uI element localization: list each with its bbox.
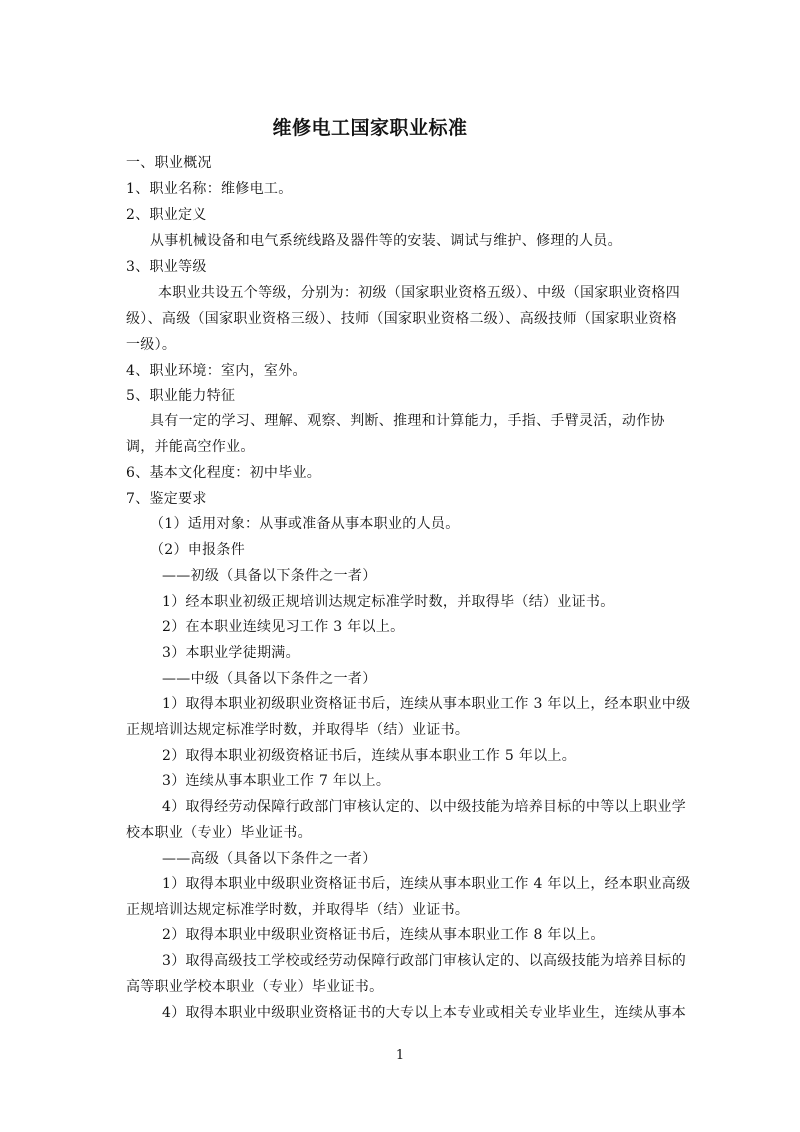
text-line: 一级）。 <box>126 337 177 353</box>
text-line: 1）取得本职业中级职业资格证书后，连续从事本职业工作 4 年以上，经本职业高级 <box>162 876 691 892</box>
text-line: 3）取得高级技工学校或经劳动保障行政部门审核认定的、以高级技能为培养目标的 <box>162 953 687 969</box>
text-line: 3）连续从事本职业工作 7 年以上。 <box>162 773 391 789</box>
page-number: 1 <box>395 1048 405 1063</box>
text-line: 3、职业等级 <box>126 259 207 275</box>
text-line: 高等职业学校本职业（专业）毕业证书。 <box>126 979 384 995</box>
text-line: 3）本职业学徒期满。 <box>162 645 300 661</box>
text-line: 1）经本职业初级正规培训达规定标准学时数，并取得毕（结）业证书。 <box>162 594 615 610</box>
text-line: 正规培训达规定标准学时数，并取得毕（结）业证书。 <box>126 722 470 738</box>
text-line: 6、基本文化程度：初中毕业。 <box>126 465 322 481</box>
text-line: 具有一定的学习、理解、观察、判断、推理和计算能力，手指、手臂灵活，动作协 <box>150 413 665 429</box>
text-line: （1）适用对象：从事或准备从事本职业的人员。 <box>150 516 460 532</box>
text-line: 正规培训达规定标准学时数，并取得毕（结）业证书。 <box>126 902 470 918</box>
text-line: 4、职业环境：室内，室外。 <box>126 363 307 379</box>
text-line: 4）取得本职业中级职业资格证书的大专以上本专业或相关专业毕业生，连续从事本 <box>162 1005 687 1021</box>
text-line: 本职业共设五个等级，分别为：初级（国家职业资格五级）、中级（国家职业资格四 <box>158 285 681 301</box>
text-line: （2）申报条件 <box>150 542 246 558</box>
text-line: 2）取得本职业中级职业资格证书后，连续从事本职业工作 8 年以上。 <box>162 927 605 943</box>
text-line: 5、职业能力特征 <box>126 388 236 404</box>
text-line: 从事机械设备和电气系统线路及器件等的安装、调试与维护、修理的人员。 <box>150 233 622 249</box>
text-line: ——高级（具备以下条件之一者） <box>162 851 377 867</box>
text-line: 4）取得经劳动保障行政部门审核认定的、以中级技能为培养目标的中等以上职业学 <box>162 799 687 815</box>
text-line: 级）、高级（国家职业资格三级）、技师（国家职业资格二级）、高级技师（国家职业资格 <box>126 311 677 327</box>
text-line: 2、职业定义 <box>126 207 207 223</box>
text-line: 1）取得本职业初级职业资格证书后，连续从事本职业工作 3 年以上，经本职业中级 <box>162 696 691 712</box>
document-title: 维修电工国家职业标准 <box>272 117 468 139</box>
text-line: 调，并能高空作业。 <box>126 439 255 455</box>
text-line: 2）在本职业连续见习工作 3 年以上。 <box>162 619 405 635</box>
text-line: 1、职业名称：维修电工。 <box>126 181 293 197</box>
section-heading: 一、职业概况 <box>126 155 212 171</box>
text-line: 7、鉴定要求 <box>126 491 207 507</box>
text-line: ——初级（具备以下条件之一者） <box>162 568 377 584</box>
text-line: 2）取得本职业初级资格证书后，连续从事本职业工作 5 年以上。 <box>162 748 577 764</box>
text-line: 校本职业（专业）毕业证书。 <box>126 825 312 841</box>
text-line: ——中级（具备以下条件之一者） <box>162 671 377 687</box>
